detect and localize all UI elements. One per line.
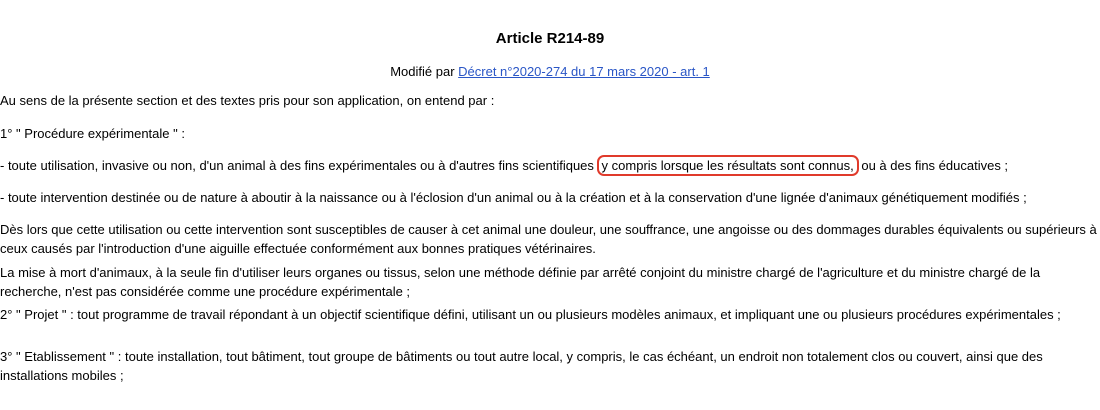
definition-1-item-2: - toute intervention destinée ou de nature à aboutir à la naissance ou à l'éclosion d'un animal ou à la création et à la conservation d'une lignée d'animaux génétiquement modifiés ; [0,190,1027,205]
decree-link[interactable]: Décret n°2020-274 du 17 mars 2020 - art. 1 [458,64,710,79]
definition-1-item-1 [0,156,1098,175]
definition-2-projet: 2° " Projet " : tout programme de travail répondant à un objectif scientifique défini, utilisant un ou plusieurs modèles animaux, et impliquant une ou plusieurs procédures expérimentales ; [0,307,1061,322]
modified-by-label: Modifié par [390,64,455,79]
definition-1-conditions: Dès lors que cette utilisation ou cette intervention sont susceptibles de causer à cet animal une douleur, une souffrance, une angoisse ou des dommages durables équivalents ou supérieurs à ceux causés par l'introduction d'une aiguille effectuée conformément aux bonnes pratiques vétérinaires. [0,222,1097,256]
article-title: Article R214-89 [495,30,605,47]
highlighted-amendment: y compris lorsque les résultats sont connus, [597,155,859,176]
intro-paragraph: Au sens de la présente section et des textes pris pour son application, on entend par : [0,93,495,108]
definition-1-exclusion: La mise à mort d'animaux, à la seule fin d'utiliser leurs organes ou tissus, selon une méthode définie par arrêté conjoint du ministre chargé de l'agriculture et du ministre chargé de la recherche, n'est pas considérée comme une procédure expérimentale ; [0,265,1041,299]
definition-3-etablissement: 3° " Etablissement " : toute installation, tout bâtiment, tout groupe de bâtiments ou tout autre local, y compris, le cas échéant, un endroit non totalement clos ou couvert, ainsi que des installations mobiles ; [0,349,1043,383]
item-1-text-after: ou à des fins éducatives ; [861,158,1009,173]
definition-1-heading: 1° " Procédure expérimentale " : [0,126,185,141]
item-1-text-before: - toute utilisation, invasive ou non, d'un animal à des fins expérimentales ou à d'autres fins scientifiques [0,158,594,173]
modification-line [0,63,1100,80]
